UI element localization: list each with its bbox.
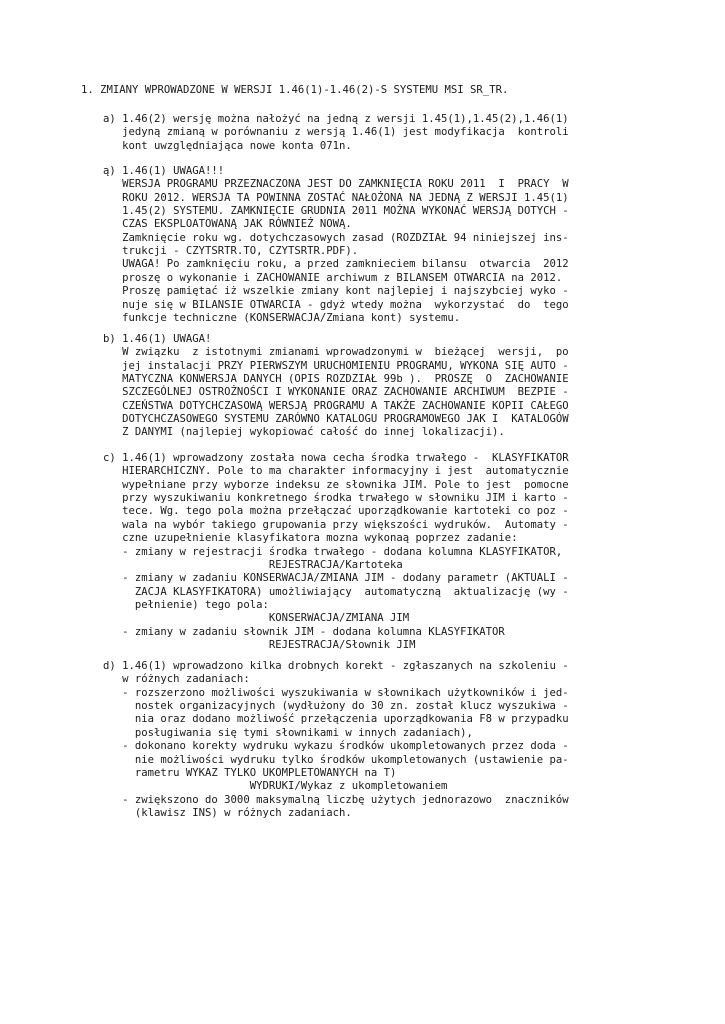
section-d-line: w różnych zadaniach: [103,673,250,686]
section-a-ogonek-line: Zamknięcie roku wg. dotychczasowych zasad (ROZDZIAŁ 94 niniejszej ins- [103,231,569,244]
section-a-line: kont uwzględniająca nowe konta 071n. [103,139,352,152]
section-a-ogonek-line: WERSJA PROGRAMU PRZEZNACZONA JEST DO ZAMKNIĘCIA ROKU 2011 I PRACY W [103,178,569,191]
section-b-line: CZEŃSTWA DOTYCHCZASOWĄ WERSJĄ PROGRAMU A TAKŻE ZACHOWANIE KOPII CAŁEGO [103,399,569,412]
section-c-line: REJESTRACJA/Słownik JIM [103,638,416,651]
section-d-line: (klawisz INS) w różnych zadaniach. [103,806,352,819]
section-d-line: - rozszerzono możliwości wyszukiwania w słownikach użytkowników i jed- [103,686,569,699]
section-c-line: pełnienie) tego pola: [103,598,269,611]
section-c-line: tece. Wg. tego pola można przełączać uporządkowanie kartoteki co poz - [103,505,569,518]
document-heading: 1. ZMIANY WPROWADZONE W WERSJI 1.46(1)-1.46(2)-S SYSTEMU MSI SR_TR. [81,84,509,96]
section-d-line: WYDRUKI/Wykaz z ukompletowaniem [103,780,448,793]
section-b-line: Z DANYMI (najlepiej wykopiować całość do innej lokalizacji). [103,426,505,439]
section-a-ogonek-line: 1.45(2) SYSTEMU. ZAMKNIĘCIE GRUDNIA 2011 MOŻNA WYKONAĆ WERSJĄ DOTYCH - [103,205,569,218]
section-a-ogonek-line: ą) 1.46(1) UWAGA!!! [103,165,225,177]
section-c-line: wypełniane przy wyborze indeksu ze słownika JIM. Pole to jest pomocne [103,478,569,491]
section-b-line: MATYCZNA KONWERSJA DANYCH (OPIS ROZDZIAŁ 99b ). PROSZĘ O ZACHOWANIE [103,373,569,386]
section-a-ogonek-line: trukcji - CZYTSRTR.TO, CZYTSRTR.PDF). [103,245,359,258]
section-a-ogonek-line: proszę o wykonanie i ZACHOWANIE archiwum z BILANSEM OTWARCIA na 2012. [103,271,563,284]
section-a-line: jedyną zmianą w porównaniu z wersją 1.46(1) jest modyfikacja kontroli [103,126,569,139]
section-c-line: ZACJA KLASYFIKATORA) umożliwiający automatyczną aktualizację (wy - [103,585,569,598]
section-a-ogonek-line: ROKU 2012. WERSJA TA POWINNA ZOSTAĆ NAŁOŻONA NA JEDNĄ Z WERSJI 1.45(1) [103,191,569,204]
section-d-line: - dokonano korekty wydruku wykazu środków ukompletowanych przez doda - [103,740,569,753]
section-c-line: REJESTRACJA/Kartoteka [103,558,403,571]
section-a-ogonek-line: Proszę pamiętać iż wszelkie zmiany kont najlepiej i najszybciej wyko - [103,285,569,298]
section-c-line: - zmiany w rejestracji środka trwałego - dodana kolumna KLASYFIKATOR, [103,545,563,558]
section-d-line: d) 1.46(1) wprowadzono kilka drobnych korekt - zgłaszanych na szkoleniu - [103,660,569,672]
section-b-line: W związku z istotnymi zmianami wprowadzonymi w bieżącej wersji, po [103,346,569,359]
section-d-line: nie możliwości wydruku tylko środków ukompletowanych (ustawienie pa- [103,753,569,766]
section-a-ogonek-line: nuje się w BILANSIE OTWARCIA - gdyż wtedy można wykorzystać do tego [103,298,569,311]
section-b-line: jej instalacji PRZY PIERWSZYM URUCHOMIENIU PROGRAMU, WYKONA SIĘ AUTO - [103,359,569,372]
section-b-line: DOTYCHCZASOWEGO SYSTEMU ZARÓWNO KATALOGU PROGRAMOWEGO JAK I KATALOGÓW [103,413,569,426]
section-a-ogonek-line: UWAGA! Po zamknięciu roku, a przed zamknieciem bilansu otwarcia 2012 [103,258,569,271]
section-a-ogonek-line: CZAS EKSPLOATOWANĄ JAK RÓWNIEŻ NOWĄ. [103,218,352,231]
section-d-line: nia oraz dodano możliwość przełączenia uporządkowania F8 w przypadku [103,713,569,726]
section-d-line: posługiwania się tymi słownikami w innych zadaniach), [103,726,473,739]
section-c-line: czne uzupełnienie klasyfikatora mozna wykonaą poprzez zadanie: [103,532,518,545]
section-c-line: przy wyszukiwaniu konkretnego środka trwałego w słowniku JIM i karto - [103,492,569,505]
section-c-line: wala na wybór takiego grupowania przy większości wydruków. Automaty - [103,518,569,531]
section-d-line: rametru WYKAZ TYLKO UKOMPLETOWANYCH na T) [103,766,397,779]
section-c-line: c) 1.46(1) wprowadzony została nowa cecha środka trwałego - KLASYFIKATOR [103,452,569,464]
section-b-line: SZCZEGÓLNEJ OSTROŻNOŚCI I WYKONANIE ORAZ ZACHOWANIE ARCHIWUM BEZPIE - [103,386,569,399]
section-c-line: HIERARCHICZNY. Pole to ma charakter informacyjny i jest automatycznie [103,465,569,478]
section-a-ogonek-line: funkcje techniczne (KONSERWACJA/Zmiana kont) systemu. [103,311,461,324]
section-c-line: - zmiany w zadaniu KONSERWACJA/ZMIANA JIM - dodany parametr (AKTUALI - [103,572,569,585]
section-d-line: - zwiększono do 3000 maksymalną liczbę użytych jednorazowo znaczników [103,793,569,806]
section-c-line: KONSERWACJA/ZMIANA JIM [103,612,410,625]
section-b-line: b) 1.46(1) UWAGA! [103,333,212,345]
section-d-line: nostek organizacyjnych (wydłużony do 30 zn. został klucz wyszukiwa - [103,700,569,712]
section-a-line: a) 1.46(2) wersję można nałożyć na jedną z wersji 1.45(1),1.45(2),1.46(1) [103,113,569,125]
section-c-line: - zmiany w zadaniu słownik JIM - dodana kolumna KLASYFIKATOR [103,625,505,638]
